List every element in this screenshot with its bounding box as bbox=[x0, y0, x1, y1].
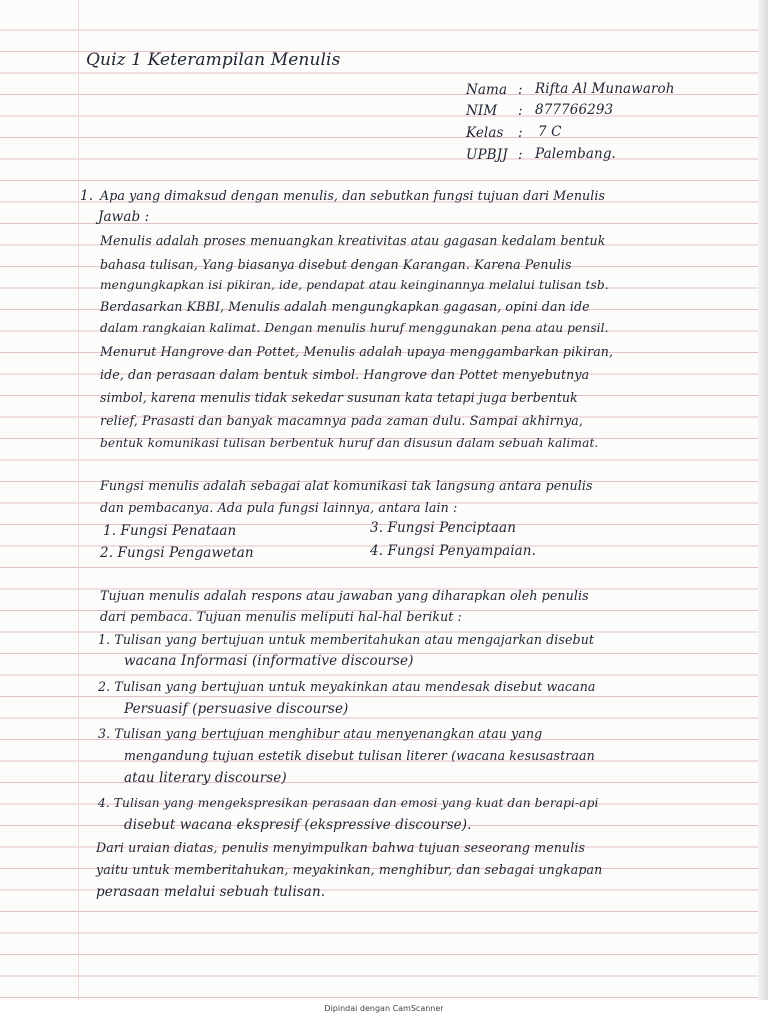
purpose-line: Tujuan menulis adalah respons atau jawaban yang diharapkan oleh penulis bbox=[100, 588, 589, 603]
identity-colon: : bbox=[518, 82, 523, 98]
purpose-line: 1. Tulisan yang bertujuan untuk memberitahukan atau mengajarkan disebut bbox=[98, 632, 595, 647]
functions-intro-line: dan pembacanya. Ada pula fungsi lainnya, antara lain : bbox=[100, 500, 458, 515]
function-item: 3. Fungsi Penciptaan bbox=[370, 520, 517, 536]
purpose-line: dari pembaca. Tujuan menulis meliputi hal-hal berikut : bbox=[100, 609, 462, 624]
page-edge-shadow bbox=[758, 0, 768, 1000]
purpose-line: 2. Tulisan yang bertujuan untuk meyakinkan atau mendesak disebut wacana bbox=[98, 679, 596, 694]
page-margin-line bbox=[78, 0, 79, 1000]
conclusion-line: perasaan melalui sebuah tulisan. bbox=[96, 884, 326, 900]
definition-line: Menurut Hangrove dan Pottet, Menulis adalah upaya menggambarkan pikiran, bbox=[100, 344, 614, 359]
conclusion-line: Dari uraian diatas, penulis menyimpulkan bahwa tujuan seseorang menulis bbox=[96, 840, 586, 855]
question-text: Apa yang dimaksud dengan menulis, dan sebutkan fungsi tujuan dari Menulis bbox=[100, 188, 606, 203]
identity-label-kelas: Kelas bbox=[466, 125, 504, 141]
purpose-line: wacana Informasi (informative discourse) bbox=[124, 653, 414, 669]
purpose-line: 3. Tulisan yang bertujuan menghibur atau menyenangkan atau yang bbox=[98, 726, 543, 741]
quiz-title: Quiz 1 Keterampilan Menulis bbox=[86, 50, 341, 70]
purpose-line: mengandung tujuan estetik disebut tulisan literer (wacana kesusastraan bbox=[124, 748, 595, 763]
definition-line: bentuk komunikasi tulisan berbentuk huruf dan disusun dalam sebuah kalimat. bbox=[100, 436, 599, 450]
identity-colon: : bbox=[518, 125, 523, 141]
identity-value-upbjj: Palembang. bbox=[535, 146, 616, 162]
identity-colon: : bbox=[518, 103, 523, 119]
definition-line: relief, Prasasti dan banyak macamnya pada zaman dulu. Sampai akhirnya, bbox=[100, 413, 583, 428]
purpose-line: atau literary discourse) bbox=[124, 770, 287, 786]
purpose-line: disebut wacana ekspresif (ekspressive discourse). bbox=[124, 817, 472, 833]
identity-label-name: Nama bbox=[466, 82, 508, 98]
answer-label: Jawab : bbox=[98, 209, 150, 225]
definition-line: dalam rangkaian kalimat. Dengan menulis huruf menggunakan pena atau pensil. bbox=[100, 321, 609, 335]
identity-value-nim: 877766293 bbox=[535, 102, 614, 118]
definition-line: ide, dan perasaan dalam bentuk simbol. Hangrove dan Pottet menyebutnya bbox=[100, 367, 590, 382]
identity-colon: : bbox=[518, 147, 523, 163]
definition-line: Menulis adalah proses menuangkan kreativitas atau gagasan kedalam bentuk bbox=[100, 233, 606, 248]
definition-line: simbol, karena menulis tidak sekedar susunan kata tetapi juga berbentuk bbox=[100, 390, 578, 405]
function-item: 4. Fungsi Penyampaian. bbox=[370, 543, 536, 559]
identity-value-kelas: 7 C bbox=[538, 124, 562, 140]
purpose-line: 4. Tulisan yang mengekspresikan perasaan dan emosi yang kuat dan berapi-api bbox=[98, 796, 599, 810]
purpose-line: Persuasif (persuasive discourse) bbox=[124, 701, 349, 717]
definition-line: mengungkapkan isi pikiran, ide, pendapat atau keinginannya melalui tulisan tsb. bbox=[100, 278, 609, 292]
definition-line: Berdasarkan KBBI, Menulis adalah mengungkapkan gagasan, opini dan ide bbox=[100, 299, 590, 314]
identity-label-upbjj: UPBJJ bbox=[466, 147, 508, 163]
identity-label-nim: NIM bbox=[466, 103, 498, 119]
question-number: 1. bbox=[80, 188, 94, 204]
definition-line: bahasa tulisan, Yang biasanya disebut dengan Karangan. Karena Penulis bbox=[100, 257, 572, 272]
functions-intro-line: Fungsi menulis adalah sebagai alat komunikasi tak langsung antara penulis bbox=[100, 478, 593, 493]
scanner-footer: Dipindai dengan CamScanner bbox=[324, 1004, 444, 1013]
function-item: 2. Fungsi Pengawetan bbox=[100, 545, 254, 561]
conclusion-line: yaitu untuk memberitahukan, meyakinkan, menghibur, dan sebagai ungkapan bbox=[96, 862, 603, 877]
function-item: 1. Fungsi Penataan bbox=[103, 523, 237, 539]
identity-value-name: Rifta Al Munawaroh bbox=[535, 81, 675, 97]
